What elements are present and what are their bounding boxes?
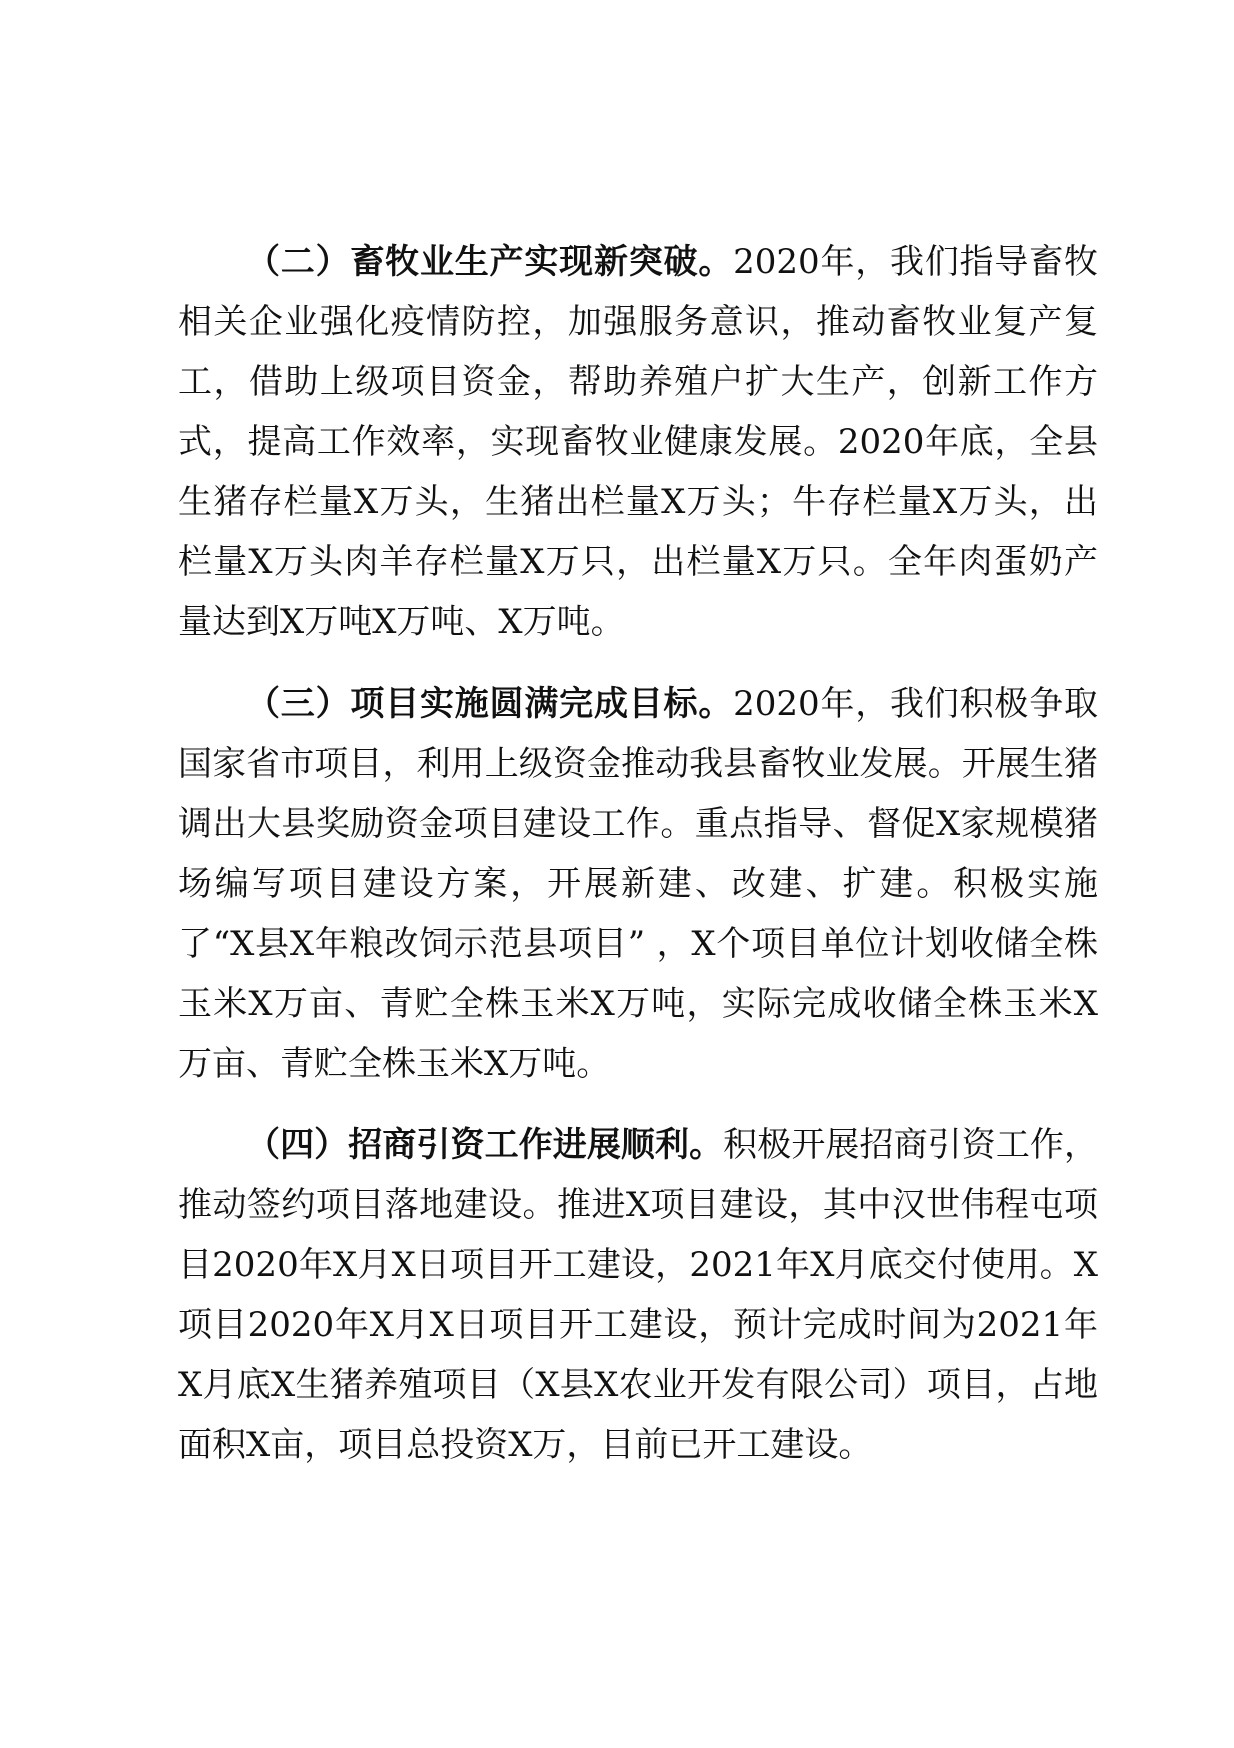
paragraph-livestock-production — [178, 232, 1098, 652]
section-heading: （三）项目实施圆满完成目标。 — [246, 684, 734, 724]
section-heading: （四）招商引资工作进展顺利。 — [246, 1125, 724, 1165]
paragraph-investment-attraction — [178, 1115, 1098, 1475]
section-body: 2020年，我们指导畜牧相关企业强化疫情防控，加强服务意识，推动畜牧业复产复工，借助上级项目资金，帮助养殖户扩大生产，创新工作方式，提高工作效率，实现畜牧业健康发展。2020年底，全县生猪存栏量X万头，生猪出栏量X万头；牛存栏量X万头，出栏量X万头肉羊存栏量X万只，出栏量X万只。全年肉蛋奶产量达到X万吨X万吨、X万吨。 — [178, 242, 1099, 642]
section-heading: （二）畜牧业生产实现新突破。 — [246, 242, 734, 282]
section-body: 2020年，我们积极争取国家省市项目，利用上级资金推动我县畜牧业发展。开展生猪调出大县奖励资金项目建设工作。重点指导、督促X家规模猪场编写项目建设方案，开展新建、改建、扩建。积极实施了“X县X年粮改饲示范县项目” ，X个项目单位计划收储全株玉米X万亩、青贮全株玉米X万吨，实际完成收储全株玉米X万亩、青贮全株玉米X万吨。 — [178, 684, 1099, 1084]
paragraph-project-implementation — [178, 674, 1098, 1094]
section-body: 积极开展招商引资工作，推动签约项目落地建设。推进X项目建设，其中汉世伟程屯项目2020年X月X日项目开工建设，2021年X月底交付使用。X项目2020年X月X日项目开工建设，预计完成时间为2021年X月底X生猪养殖项目（X县X农业开发有限公司）项目，占地面积X亩，项目总投资X万，目前已开工建设。 — [178, 1125, 1099, 1465]
